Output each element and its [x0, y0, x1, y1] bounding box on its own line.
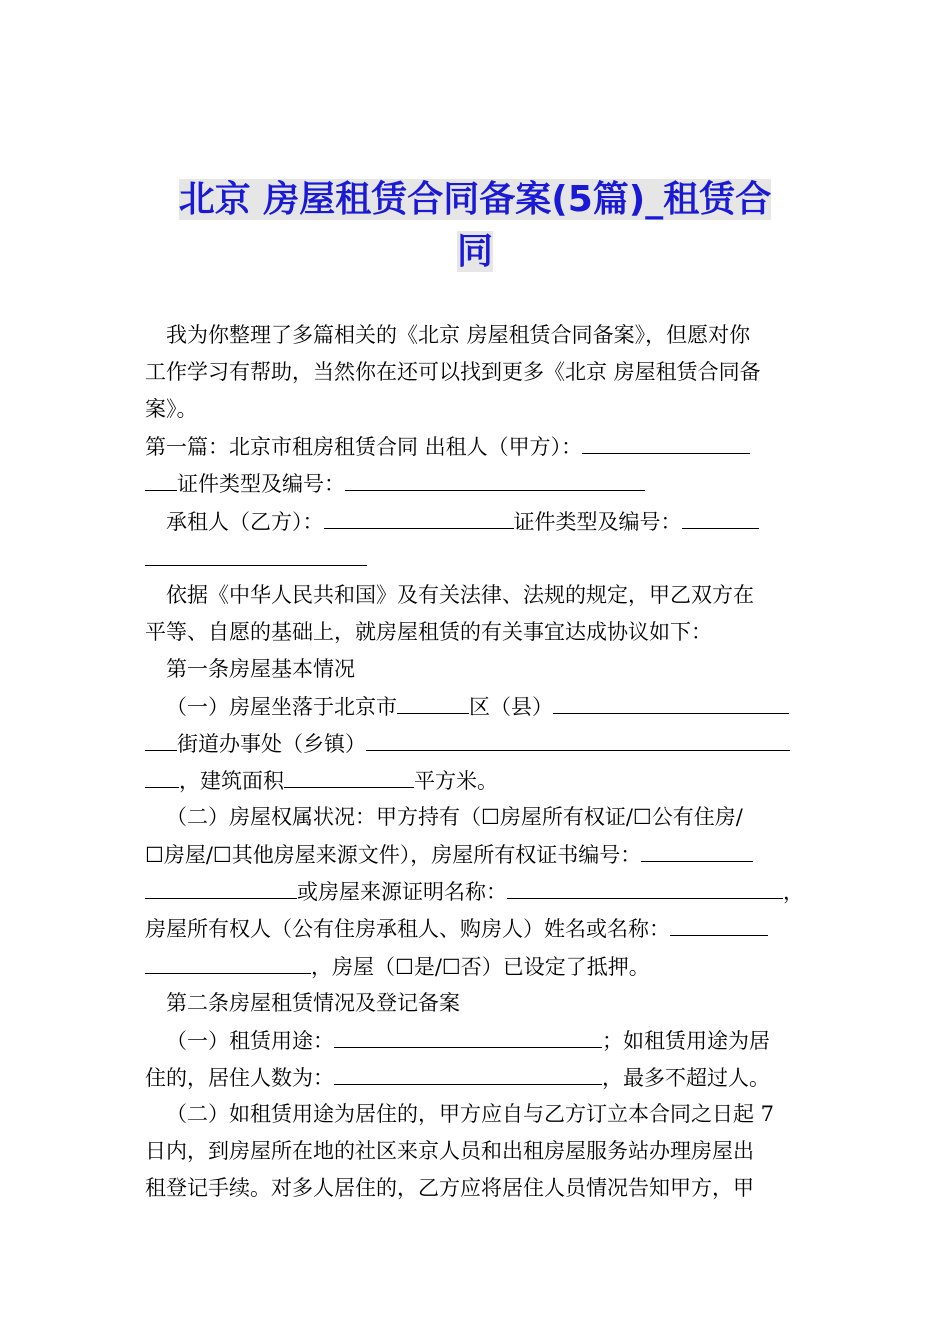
- district-label: 区（县）: [469, 695, 553, 719]
- location-label: （一）房屋坐落于北京市: [166, 695, 397, 719]
- title-line-2: 同: [456, 231, 493, 272]
- area-blank: [284, 765, 414, 788]
- document-title-continued: [100, 226, 850, 278]
- ownership-line-4: [145, 913, 809, 944]
- source-doc-blank: [507, 876, 783, 899]
- basis-line-2: 平等、自愿的基础上，就房屋租赁的有关事宜达成协议如下：: [145, 620, 712, 644]
- cert-number-blank: [641, 839, 753, 862]
- area-unit: 平方米。: [414, 769, 498, 793]
- lessor-name-blank: [582, 431, 750, 454]
- ownership-line-1: （二）房屋权属状况：甲方持有（☐房屋所有权证/☐公有住房/: [166, 805, 743, 829]
- owner-name-blank-cont: [145, 951, 311, 974]
- basis-line-1: 依据《中华人民共和国》及有关法律、法规的规定，甲乙双方在: [166, 583, 754, 607]
- article-1-area: [145, 765, 809, 796]
- ownership-line-3: [145, 876, 809, 907]
- cert-number-label: ☐房屋/☐其他房屋来源文件），房屋所有权证书编号：: [145, 843, 642, 867]
- lessor-id-line: [145, 468, 809, 499]
- owner-name-label: 房屋所有权人（公有住房承租人、购房人）姓名或名称：: [145, 917, 670, 941]
- mortgage-label: ，房屋（☐是/☐否）已设定了抵押。: [311, 955, 650, 979]
- registration-line-2: 日内，到房屋所在地的社区来京人员和出租房屋服务站办理房屋出: [145, 1139, 754, 1163]
- usage-blank: [334, 1025, 602, 1048]
- lessee-line: [166, 506, 830, 537]
- lessor-line: [145, 431, 809, 462]
- registration-line-1: （二）如租赁用途为居住的，甲方应自与乙方订立本合同之日起 7: [166, 1102, 775, 1126]
- cert-number-blank-cont: [145, 876, 297, 899]
- lessee-id-label: 证件类型及编号：: [513, 510, 682, 534]
- article-2-usage: [166, 1025, 830, 1056]
- comma: ，: [783, 880, 804, 904]
- title-line-1: 北京 房屋租赁合同备案(5篇)_租赁合: [178, 179, 772, 220]
- intro-line-2: 工作学习有帮助，当然你在还可以找到更多《北京 房屋租赁合同备: [145, 360, 761, 384]
- lessor-name-blank-cont: [145, 468, 177, 491]
- article-1-heading: 第一条房屋基本情况: [166, 657, 355, 681]
- usage-residential-label: ；如租赁用途为居: [602, 1029, 770, 1053]
- article-1-street: [145, 728, 809, 759]
- ownership-line-2: [145, 839, 809, 870]
- registration-line-3: 租登记手续。对多人居住的，乙方应将居住人员情况告知甲方，甲: [145, 1176, 754, 1200]
- occupants-blank: [334, 1062, 602, 1085]
- district-blank: [397, 691, 469, 714]
- lessee-id-line-cont: [145, 543, 809, 574]
- county-blank-cont: [145, 728, 177, 751]
- street-blank-cont: [145, 765, 179, 788]
- ownership-line-5: [145, 951, 809, 982]
- lessee-id-blank: [682, 506, 759, 529]
- occupants-max-label: ，最多不超过人。: [602, 1066, 770, 1090]
- street-blank: [366, 728, 790, 751]
- intro-line-1: 我为你整理了多篇相关的《北京 房屋租赁合同备案》，但愿对你: [166, 323, 751, 347]
- owner-name-blank: [670, 913, 768, 936]
- lessee-label: 承租人（乙方）：: [166, 510, 324, 534]
- article-2-heading: 第二条房屋租赁情况及登记备案: [166, 991, 460, 1015]
- lessor-label: 第一篇：北京市租房租赁合同 出租人（甲方）：: [145, 435, 583, 459]
- county-blank: [553, 691, 789, 714]
- lessee-name-blank: [324, 506, 514, 529]
- document-title: [100, 174, 850, 226]
- usage-label: （一）租赁用途：: [166, 1029, 334, 1053]
- source-doc-label: 或房屋来源证明名称：: [297, 880, 507, 904]
- lessor-id-blank: [345, 468, 645, 491]
- lessor-id-label: 证件类型及编号：: [177, 472, 345, 496]
- occupants-label: 住的，居住人数为：: [145, 1066, 334, 1090]
- area-label: ，建筑面积: [179, 769, 284, 793]
- lessee-id-blank-cont: [145, 543, 367, 566]
- article-2-occupants: [145, 1062, 809, 1093]
- intro-line-3: 案》。: [145, 397, 198, 421]
- article-1-location: [166, 691, 830, 722]
- street-label: 街道办事处（乡镇）: [177, 732, 366, 756]
